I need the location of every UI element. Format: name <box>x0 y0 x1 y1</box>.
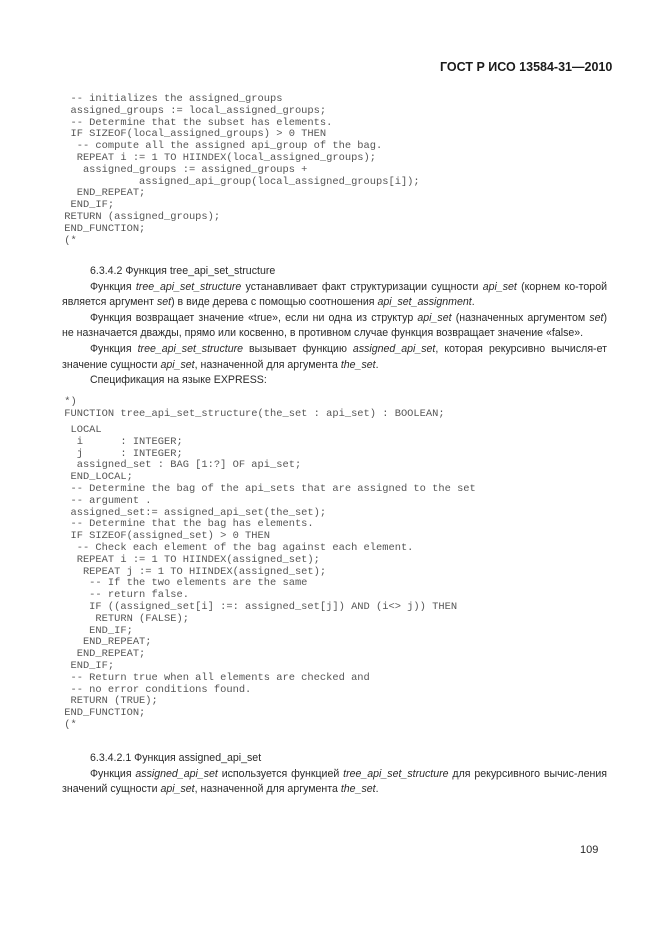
code-line: (* <box>58 718 77 731</box>
section-heading: 6.3.4.2.1 Функция assigned_api_set <box>90 752 262 764</box>
code-line: assigned_set : BAG [1:?] OF api_set; <box>58 459 302 472</box>
section-heading: 6.3.4.2 Функция tree_api_set_structure <box>90 265 276 277</box>
paragraph: Функция возвращает значение «true», если ни одна из структур api_set (назначенных аргументом set) не назначается дважды, прямо или косвенно, в противном случае функция возвращает значение «false». <box>62 311 607 340</box>
code-line: REPEAT j := 1 TO HIINDEX(assigned_set); <box>58 565 327 578</box>
code-line: i : INTEGER; <box>58 435 183 448</box>
code-line: *) <box>58 396 77 408</box>
code-line: END_IF; <box>58 624 133 637</box>
code-line: RETURN (FALSE); <box>58 612 189 625</box>
code-line: LOCAL <box>58 424 102 436</box>
code-line: -- compute all the assigned api_group of the bag. <box>58 140 383 153</box>
code-line: assigned_groups := assigned_groups + <box>58 163 308 176</box>
code-line: -- argument . <box>58 494 152 507</box>
code-line: END_IF; <box>58 659 115 672</box>
paragraph: Функция tree_api_set_structure устанавливает факт структуризации сущности api_set (корнем ко-торой является аргумент set) в виде дерева с помощью соотношения api_set_assignment. <box>62 280 607 309</box>
section-63421 <box>62 751 607 798</box>
document-header: ГОСТ Р ИСО 13584-31—2010 <box>440 60 613 74</box>
code-line: IF SIZEOF(assigned_set) > 0 THEN <box>58 530 271 543</box>
code-line: -- no error conditions found. <box>58 683 252 696</box>
code-line: (* <box>58 234 77 247</box>
code-block-3 <box>58 425 476 732</box>
page-number: 109 <box>580 844 599 856</box>
code-line: assigned_set:= assigned_api_set(the_set); <box>58 506 327 519</box>
code-line: j : INTEGER; <box>58 447 183 460</box>
code-line: assigned_groups := local_assigned_groups; <box>58 104 327 117</box>
code-line: assigned_api_group(local_assigned_groups[i]); <box>58 175 420 188</box>
code-line: -- Determine that the subset has elements. <box>58 116 333 129</box>
code-line: FUNCTION tree_api_set_structure(the_set : api_set) : BOOLEAN; <box>58 407 445 420</box>
code-line: END_IF; <box>58 199 115 212</box>
code-line: -- initializes the assigned_groups <box>58 93 283 105</box>
code-line: -- If the two elements are the same <box>58 577 308 590</box>
code-line: -- Return true when all elements are checked and <box>58 671 370 684</box>
code-line: -- Determine that the bag has elements. <box>58 518 314 531</box>
code-line: RETURN (TRUE); <box>58 695 158 708</box>
paragraph: Функция assigned_api_set используется функцией tree_api_set_structure для рекурсивного вычис-ления значений сущности api_set, назначенной для аргумента the_set. <box>62 767 607 796</box>
paragraph: Функция tree_api_set_structure вызывает функцию assigned_api_set, которая рекурсивно вычисля-ет значение сущности api_set, назначенной для аргумента the_set. <box>62 342 607 371</box>
code-line: END_FUNCTION; <box>58 222 146 235</box>
code-line: IF SIZEOF(local_assigned_groups) > 0 THEN <box>58 128 327 141</box>
code-line: END_REPEAT; <box>58 636 152 649</box>
code-block-2 <box>58 397 445 421</box>
section-6342 <box>62 264 607 389</box>
code-line: END_REPEAT; <box>58 648 146 661</box>
code-line: -- Check each element of the bag against each element. <box>58 541 414 554</box>
code-line: REPEAT i := 1 TO HIINDEX(local_assigned_groups); <box>58 151 377 164</box>
code-line: RETURN (assigned_groups); <box>58 210 221 223</box>
code-line: END_REPEAT; <box>58 187 146 200</box>
code-block-1 <box>58 94 420 247</box>
code-line: -- Determine the bag of the api_sets that are assigned to the set <box>58 482 476 495</box>
spec-label: Спецификация на языке EXPRESS: <box>90 374 267 387</box>
code-line: END_LOCAL; <box>58 471 133 484</box>
code-line: -- return false. <box>58 589 189 602</box>
code-line: REPEAT i := 1 TO HIINDEX(assigned_set); <box>58 553 320 566</box>
code-line: IF ((assigned_set[i] :=: assigned_set[j]) AND (i<> j)) THEN <box>58 600 458 613</box>
code-line: END_FUNCTION; <box>58 707 146 720</box>
